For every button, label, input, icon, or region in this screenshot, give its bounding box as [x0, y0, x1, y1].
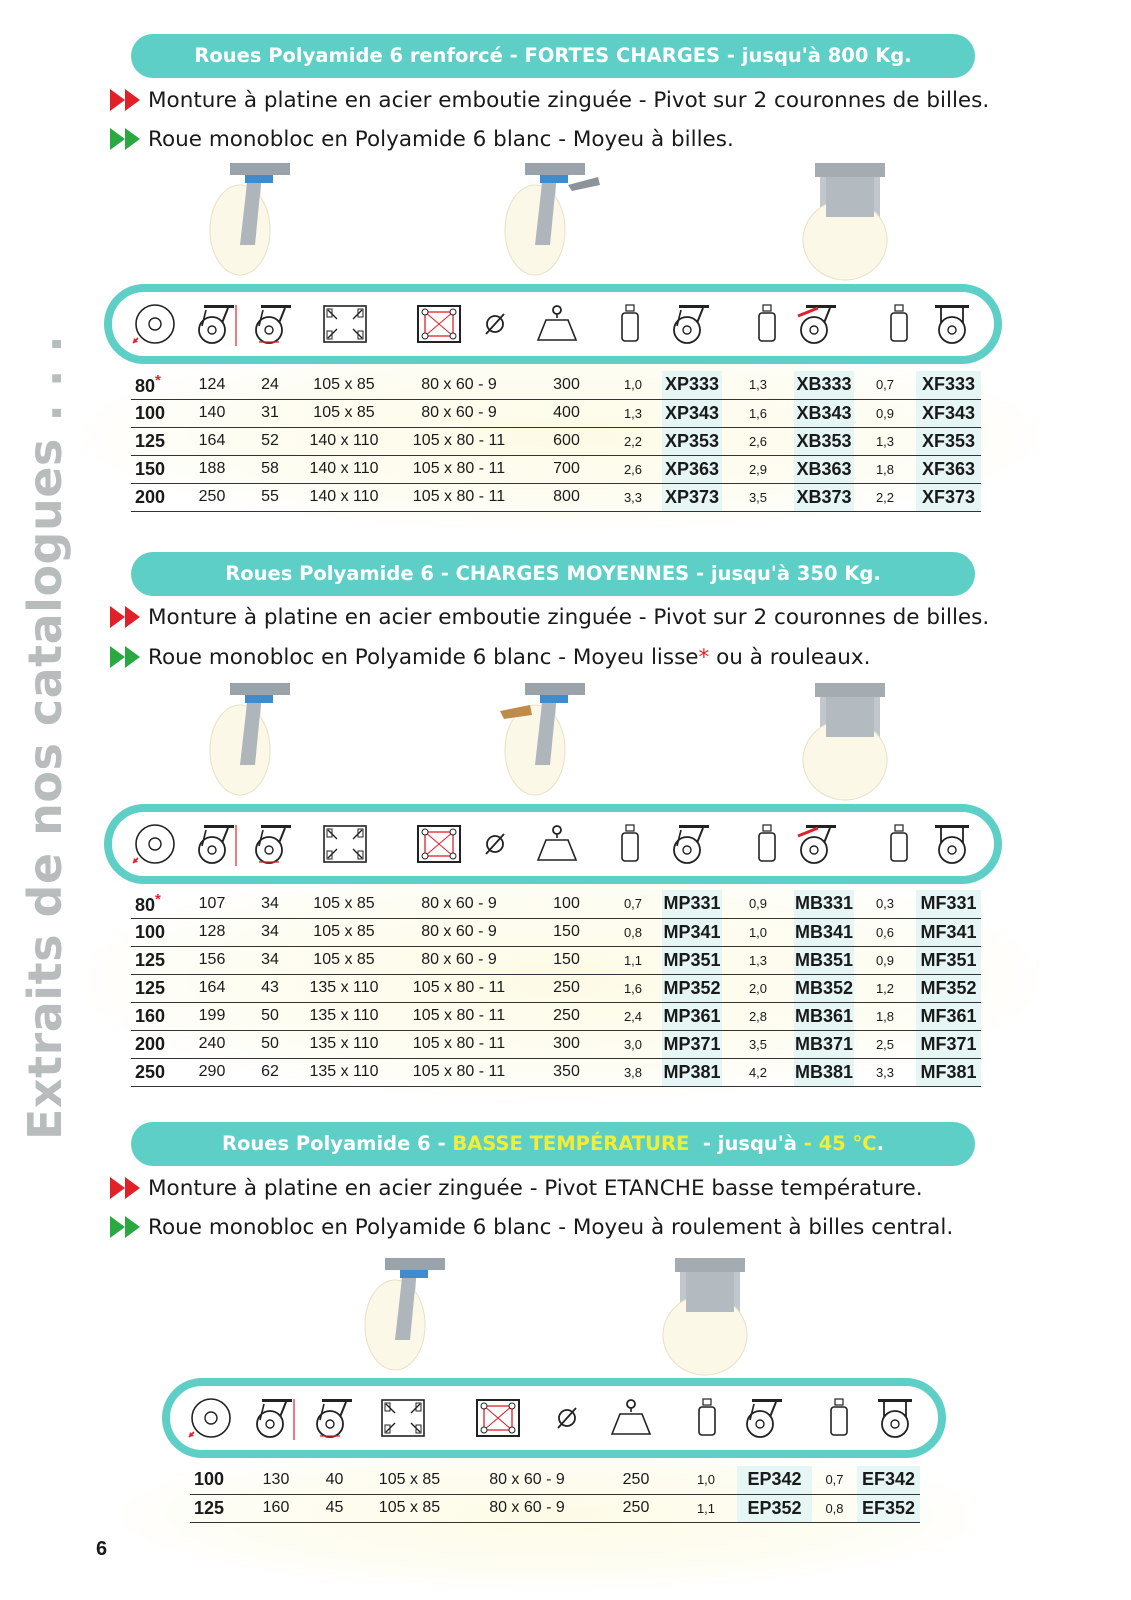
height-cell: 199: [183, 1002, 241, 1030]
height-cell: 164: [183, 427, 241, 455]
weight-cell: 1,0: [675, 1466, 737, 1494]
ref-swivel-cell: MP341: [662, 918, 722, 946]
bullet-text: Roue monobloc en Polyamide 6 blanc - Moyeu à billes.: [148, 126, 734, 152]
weight-cell: 1,0: [604, 371, 662, 399]
fixed-caster-icon: [927, 302, 977, 346]
spec-table: [131, 371, 981, 512]
red-double-arrow-icon: [110, 1177, 144, 1199]
height-cell: 164: [183, 974, 241, 1002]
bullet-text: Monture à platine en acier emboutie zinguée - Pivot sur 2 couronnes de billes.: [148, 604, 990, 630]
height-cell: 240: [183, 1030, 241, 1058]
diameter-cell: 200: [131, 483, 183, 511]
fixing-cell: 80 x 60 - 9: [457, 1466, 597, 1494]
weight-cell: 3,3: [604, 483, 662, 511]
fixing-cell: 105 x 80 - 11: [389, 483, 529, 511]
weight-cell: 1,6: [604, 974, 662, 1002]
fixing-cell: 80 x 60 - 9: [389, 918, 529, 946]
weight-cell: 4,2: [722, 1058, 794, 1086]
asterisk: *: [155, 891, 161, 909]
load-cell: 600: [529, 427, 604, 455]
weight-cell: 3,5: [722, 1030, 794, 1058]
wheel-diameter-icon: [186, 1396, 236, 1440]
load-cell: 250: [529, 1002, 604, 1030]
swivel-caster-photo: [195, 675, 315, 805]
ref-brake-cell: MB352: [794, 974, 854, 1002]
weight-cell: 2,6: [604, 455, 662, 483]
section-banner: Roues Polyamide 6 - CHARGES MOYENNES - jusqu'à 350 Kg.: [131, 552, 975, 596]
diameter-cell: 125: [131, 946, 183, 974]
feature-bullet: [110, 601, 989, 633]
weight-cell: 3,3: [854, 1058, 916, 1086]
fixing-cell: 105 x 80 - 11: [389, 427, 529, 455]
red-double-arrow-icon: [110, 606, 144, 628]
plate-size-icon: [320, 302, 370, 346]
weight-cell: 1,1: [604, 946, 662, 974]
offset-cell: 55: [241, 483, 299, 511]
ref-swivel-cell: XP353: [662, 427, 722, 455]
load-capacity-icon: [532, 302, 582, 346]
load-cell: 150: [529, 918, 604, 946]
load-cell: 250: [529, 974, 604, 1002]
icon-bar: [104, 804, 1002, 884]
green-double-arrow-icon: [110, 1216, 144, 1238]
ref-swivel-cell: EP342: [737, 1466, 812, 1494]
weight-cell: 2,2: [604, 427, 662, 455]
bolt-holes-icon: [414, 822, 464, 866]
diameter-cell: 150: [131, 455, 183, 483]
spec-table: [190, 1466, 920, 1523]
weight-cell: 0,9: [722, 890, 794, 918]
plate-cell: 135 x 110: [299, 1058, 389, 1086]
banner-highlight: BASSE TEMPÉRATURE: [452, 1132, 690, 1155]
ref-fixed-cell: XF373: [916, 483, 981, 511]
fixing-cell: 80 x 60 - 9: [457, 1494, 597, 1522]
offset-cell: 24: [241, 371, 299, 399]
bullet-text-after: ou à rouleaux.: [709, 644, 871, 670]
bolt-holes-icon: [473, 1396, 523, 1440]
plate-cell: 135 x 110: [299, 974, 389, 1002]
offset-cell: 31: [241, 399, 299, 427]
diameter-cell: 80*: [131, 371, 183, 399]
plate-cell: 105 x 85: [299, 371, 389, 399]
load-cell: 250: [597, 1466, 675, 1494]
offset-cell: 50: [241, 1030, 299, 1058]
load-cell: 700: [529, 455, 604, 483]
ref-swivel-cell: MP371: [662, 1030, 722, 1058]
table-row: [131, 427, 981, 455]
weight-cell: 1,6: [722, 399, 794, 427]
offset-cell: 45: [307, 1494, 362, 1522]
table-row: [131, 371, 981, 399]
load-capacity-icon: [532, 822, 582, 866]
ref-fixed-cell: EF352: [857, 1494, 920, 1522]
plate-size-icon: [378, 1396, 428, 1440]
weight-cell: 2,4: [604, 1002, 662, 1030]
table-row: [131, 455, 981, 483]
plate-size-icon: [320, 822, 370, 866]
height-cell: 140: [183, 399, 241, 427]
load-cell: 400: [529, 399, 604, 427]
weight-cell: 0,7: [812, 1466, 857, 1494]
diameter-cell: 80*: [131, 890, 183, 918]
load-cell: 250: [597, 1494, 675, 1522]
height-cell: 156: [183, 946, 241, 974]
diameter-cell: 125: [131, 427, 183, 455]
page-number: 6: [96, 1538, 108, 1560]
fixed-caster-photo: [790, 675, 910, 805]
height-cell: 107: [183, 890, 241, 918]
weight-cell: 2,9: [722, 455, 794, 483]
ref-swivel-cell: MP352: [662, 974, 722, 1002]
offset-cell: 34: [241, 890, 299, 918]
diameter-cell: 100: [190, 1466, 245, 1494]
height-cell: 130: [245, 1466, 307, 1494]
offset-icon: [249, 822, 299, 866]
red-double-arrow-icon: [110, 89, 144, 111]
table-row: [131, 1002, 981, 1030]
ref-fixed-cell: XF353: [916, 427, 981, 455]
ref-fixed-cell: MF371: [916, 1030, 981, 1058]
weight-icon: [874, 822, 924, 866]
banner-highlight: - 45 °C: [803, 1132, 877, 1155]
brake-caster-icon: [794, 822, 844, 866]
plate-cell: 135 x 110: [299, 1030, 389, 1058]
ref-fixed-cell: MF381: [916, 1058, 981, 1086]
weight-cell: 2,0: [722, 974, 794, 1002]
load-cell: 800: [529, 483, 604, 511]
table-row: [131, 483, 981, 511]
weight-cell: 0,8: [604, 918, 662, 946]
offset-cell: 58: [241, 455, 299, 483]
weight-icon: [874, 302, 924, 346]
weight-cell: 1,8: [854, 1002, 916, 1030]
table-row: [131, 974, 981, 1002]
bullet-text: Roue monobloc en Polyamide 6 blanc - Moyeu à roulement à billes central.: [148, 1214, 954, 1240]
weight-cell: 0,7: [854, 371, 916, 399]
weight-icon: [605, 302, 655, 346]
plate-cell: 140 x 110: [299, 427, 389, 455]
brake-caster-photo: [490, 155, 610, 285]
weight-cell: 1,0: [722, 918, 794, 946]
feature-bullet: [110, 1172, 923, 1204]
diameter-cell: 160: [131, 1002, 183, 1030]
swivel-caster-photo: [195, 155, 315, 285]
table-row: [131, 399, 981, 427]
icon-bar: [162, 1378, 946, 1458]
table-row: [131, 890, 981, 918]
load-cell: 100: [529, 890, 604, 918]
weight-cell: 1,1: [675, 1494, 737, 1522]
banner-text: Roues Polyamide 6 -: [221, 1132, 453, 1155]
fixing-cell: 80 x 60 - 9: [389, 946, 529, 974]
swivel-caster-icon: [667, 822, 717, 866]
section-banner: [131, 1122, 975, 1166]
ref-fixed-cell: XF333: [916, 371, 981, 399]
weight-icon: [742, 822, 792, 866]
weight-cell: 0,8: [812, 1494, 857, 1522]
height-cell: 128: [183, 918, 241, 946]
feature-bullet: [110, 641, 870, 673]
ref-swivel-cell: MP381: [662, 1058, 722, 1086]
green-double-arrow-icon: [110, 128, 144, 150]
diameter-cell: 250: [131, 1058, 183, 1086]
wheel-diameter-icon: [130, 822, 180, 866]
table-row: [190, 1494, 920, 1522]
diameter-symbol-icon: [542, 1396, 592, 1440]
weight-cell: 1,3: [604, 399, 662, 427]
load-cell: 300: [529, 371, 604, 399]
fixing-cell: 105 x 80 - 11: [389, 1030, 529, 1058]
bullet-text: Roue monobloc en Polyamide 6 blanc - Moyeu lisse: [148, 644, 699, 670]
plate-cell: 105 x 85: [299, 918, 389, 946]
ref-fixed-cell: MF361: [916, 1002, 981, 1030]
plate-cell: 105 x 85: [299, 946, 389, 974]
feature-bullet: [110, 84, 989, 116]
ref-fixed-cell: XF363: [916, 455, 981, 483]
ref-swivel-cell: EP352: [737, 1494, 812, 1522]
weight-cell: 2,8: [722, 1002, 794, 1030]
weight-cell: 3,5: [722, 483, 794, 511]
bullet-text: Monture à platine en acier emboutie zinguée - Pivot sur 2 couronnes de billes.: [148, 87, 990, 113]
weight-icon: [814, 1396, 864, 1440]
offset-cell: 50: [241, 1002, 299, 1030]
load-cell: 300: [529, 1030, 604, 1058]
ref-swivel-cell: XP373: [662, 483, 722, 511]
diameter-cell: 200: [131, 1030, 183, 1058]
icon-bar: [104, 284, 1002, 364]
fixing-cell: 80 x 60 - 9: [389, 371, 529, 399]
diameter-cell: 100: [131, 918, 183, 946]
weight-cell: 0,6: [854, 918, 916, 946]
weight-cell: 0,3: [854, 890, 916, 918]
plate-cell: 140 x 110: [299, 455, 389, 483]
weight-cell: 3,8: [604, 1058, 662, 1086]
ref-brake-cell: MB371: [794, 1030, 854, 1058]
bullet-text: Monture à platine en acier zinguée - Pivot ETANCHE basse température.: [148, 1175, 923, 1201]
ref-fixed-cell: XF343: [916, 399, 981, 427]
fixing-cell: 80 x 60 - 9: [389, 890, 529, 918]
ref-fixed-cell: EF342: [857, 1466, 920, 1494]
swivel-height-icon: [192, 822, 242, 866]
asterisk: *: [698, 644, 710, 670]
ref-brake-cell: MB341: [794, 918, 854, 946]
fixing-cell: 105 x 80 - 11: [389, 1002, 529, 1030]
ref-brake-cell: XB353: [794, 427, 854, 455]
fixed-caster-photo: [650, 1250, 770, 1380]
ref-brake-cell: MB381: [794, 1058, 854, 1086]
swivel-caster-icon: [740, 1396, 790, 1440]
weight-cell: 0,9: [854, 399, 916, 427]
offset-icon: [310, 1396, 360, 1440]
sidebar-title: Extraits de nos catalogues . . .: [18, 334, 72, 1140]
weight-cell: 1,3: [854, 427, 916, 455]
feature-bullet: [110, 1211, 953, 1243]
height-cell: 160: [245, 1494, 307, 1522]
diameter-cell: 125: [131, 974, 183, 1002]
load-capacity-icon: [606, 1396, 656, 1440]
ref-swivel-cell: XP343: [662, 399, 722, 427]
height-cell: 124: [183, 371, 241, 399]
plate-cell: 135 x 110: [299, 1002, 389, 1030]
weight-icon: [682, 1396, 732, 1440]
weight-cell: 1,3: [722, 946, 794, 974]
feature-bullet: [110, 123, 734, 155]
green-double-arrow-icon: [110, 646, 144, 668]
weight-cell: 0,7: [604, 890, 662, 918]
diameter-cell: 100: [131, 399, 183, 427]
plate-cell: 105 x 85: [299, 890, 389, 918]
weight-icon: [605, 822, 655, 866]
fixing-cell: 105 x 80 - 11: [389, 974, 529, 1002]
ref-brake-cell: XB373: [794, 483, 854, 511]
table-row: [190, 1466, 920, 1494]
ref-brake-cell: XB343: [794, 399, 854, 427]
section-banner: Roues Polyamide 6 renforcé - FORTES CHARGES - jusqu'à 800 Kg.: [131, 34, 975, 78]
brake-caster-photo: [490, 675, 610, 805]
bolt-holes-icon: [414, 302, 464, 346]
weight-cell: 0,9: [854, 946, 916, 974]
spec-table: [131, 890, 981, 1087]
swivel-caster-photo: [350, 1250, 470, 1380]
offset-cell: 52: [241, 427, 299, 455]
fixing-cell: 105 x 80 - 11: [389, 1058, 529, 1086]
wheel-diameter-icon: [130, 302, 180, 346]
plate-cell: 105 x 85: [362, 1494, 457, 1522]
banner-text: .: [876, 1132, 885, 1155]
fixed-caster-photo: [790, 155, 910, 285]
table-row: [131, 1058, 981, 1086]
ref-fixed-cell: MF352: [916, 974, 981, 1002]
diameter-symbol-icon: [470, 302, 520, 346]
weight-cell: 2,6: [722, 427, 794, 455]
ref-fixed-cell: MF331: [916, 890, 981, 918]
table-row: [131, 918, 981, 946]
weight-cell: 2,2: [854, 483, 916, 511]
diameter-symbol-icon: [470, 822, 520, 866]
offset-cell: 62: [241, 1058, 299, 1086]
banner-text: - jusqu'à: [689, 1132, 804, 1155]
offset-cell: 40: [307, 1466, 362, 1494]
asterisk: *: [155, 372, 161, 390]
height-cell: 250: [183, 483, 241, 511]
plate-cell: 105 x 85: [299, 399, 389, 427]
ref-swivel-cell: MP361: [662, 1002, 722, 1030]
load-cell: 350: [529, 1058, 604, 1086]
ref-brake-cell: MB361: [794, 1002, 854, 1030]
swivel-height-icon: [192, 302, 242, 346]
ref-brake-cell: XB333: [794, 371, 854, 399]
weight-cell: 1,8: [854, 455, 916, 483]
weight-cell: 3,0: [604, 1030, 662, 1058]
ref-swivel-cell: MP351: [662, 946, 722, 974]
ref-brake-cell: MB331: [794, 890, 854, 918]
table-row: [131, 946, 981, 974]
offset-cell: 34: [241, 946, 299, 974]
weight-cell: 1,2: [854, 974, 916, 1002]
brake-caster-icon: [794, 302, 844, 346]
weight-icon: [742, 302, 792, 346]
load-cell: 150: [529, 946, 604, 974]
height-cell: 188: [183, 455, 241, 483]
ref-brake-cell: XB363: [794, 455, 854, 483]
ref-fixed-cell: MF351: [916, 946, 981, 974]
fixing-cell: 80 x 60 - 9: [389, 399, 529, 427]
weight-cell: 2,5: [854, 1030, 916, 1058]
fixed-caster-icon: [927, 822, 977, 866]
offset-cell: 43: [241, 974, 299, 1002]
ref-swivel-cell: XP333: [662, 371, 722, 399]
table-row: [131, 1030, 981, 1058]
weight-cell: 1,3: [722, 371, 794, 399]
plate-cell: 140 x 110: [299, 483, 389, 511]
ref-swivel-cell: MP331: [662, 890, 722, 918]
ref-fixed-cell: MF341: [916, 918, 981, 946]
swivel-height-icon: [250, 1396, 300, 1440]
diameter-cell: 125: [190, 1494, 245, 1522]
ref-brake-cell: MB351: [794, 946, 854, 974]
plate-cell: 105 x 85: [362, 1466, 457, 1494]
offset-cell: 34: [241, 918, 299, 946]
fixed-caster-icon: [870, 1396, 920, 1440]
fixing-cell: 105 x 80 - 11: [389, 455, 529, 483]
ref-swivel-cell: XP363: [662, 455, 722, 483]
offset-icon: [249, 302, 299, 346]
swivel-caster-icon: [667, 302, 717, 346]
height-cell: 290: [183, 1058, 241, 1086]
